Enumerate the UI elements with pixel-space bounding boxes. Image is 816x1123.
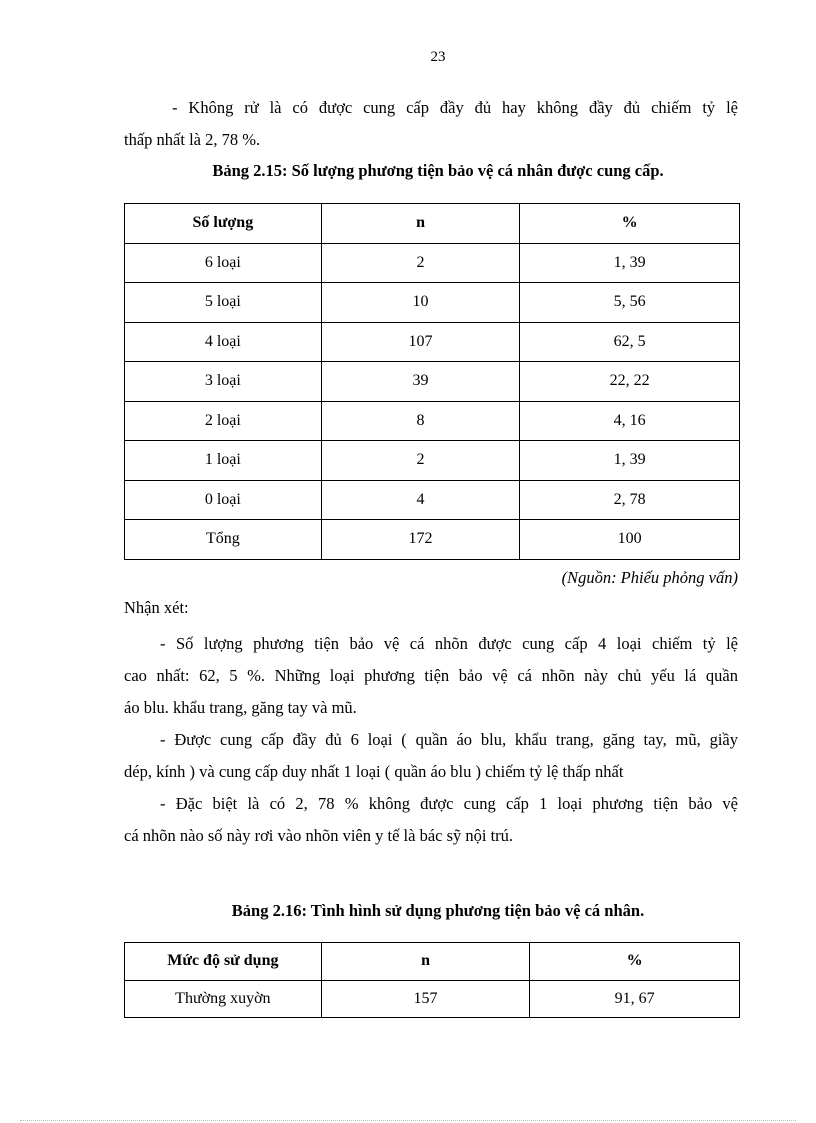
table-cell: 0 loại bbox=[125, 480, 322, 520]
table-cell: 100 bbox=[520, 520, 740, 560]
table-cell: 3 loại bbox=[125, 362, 322, 402]
table-row bbox=[125, 980, 740, 1018]
table1 bbox=[124, 203, 740, 560]
table2-header-cell: n bbox=[321, 943, 530, 981]
table1-header-cell: Số lượng bbox=[125, 204, 322, 244]
table-cell: 1 loại bbox=[125, 441, 322, 481]
table-cell: Tổng bbox=[125, 520, 322, 560]
table-cell: 157 bbox=[321, 980, 530, 1018]
table-cell: 91, 67 bbox=[530, 980, 740, 1018]
intro-line-1: - Không rử là có được cung cấp đầy đủ hay không đầy đủ chiếm tỷ lệ bbox=[172, 98, 738, 117]
intro-paragraph bbox=[124, 92, 738, 156]
table2-caption: Bảng 2.16: Tình hình sử dụng phương tiện bảo vệ cá nhân. bbox=[231, 901, 645, 920]
table-cell: 4, 16 bbox=[520, 401, 740, 441]
table1-header-row bbox=[125, 204, 740, 244]
table-row bbox=[125, 283, 740, 323]
table-row bbox=[125, 322, 740, 362]
table-row bbox=[125, 441, 740, 481]
remark-line: dép, kính ) và cung cấp duy nhất 1 loại ( quần áo blu ) chiếm tỷ lệ thấp nhất bbox=[124, 762, 624, 781]
table2-header-cell: % bbox=[530, 943, 740, 981]
remark-line: - Đặc biệt là có 2, 78 % không được cung cấp 1 loại phương tiện bảo vệ bbox=[160, 794, 738, 813]
table-cell: 4 loại bbox=[125, 322, 322, 362]
table2 bbox=[124, 942, 740, 1018]
table-cell: 1, 39 bbox=[520, 441, 740, 481]
remark-line: cá nhõn nào số này rơi vào nhõn viên y tế là bác sỹ nội trú. bbox=[124, 826, 514, 845]
table-cell: 5, 56 bbox=[520, 283, 740, 323]
table-row bbox=[125, 243, 740, 283]
remarks-label: Nhận xét: bbox=[124, 598, 189, 617]
remark-bullet-3 bbox=[124, 788, 738, 852]
table-cell: 2 loại bbox=[125, 401, 322, 441]
table-cell: 2, 78 bbox=[520, 480, 740, 520]
table2-header-cell: Mức độ sử dụng bbox=[125, 943, 322, 981]
remark-line: cao nhất: 62, 5 %. Những loại phương tiện bảo vệ cá nhõn này chủ yếu lá quần bbox=[124, 666, 738, 685]
table2-header-row bbox=[125, 943, 740, 981]
remark-bullet-1 bbox=[124, 628, 738, 724]
table-cell: 2 bbox=[321, 441, 520, 481]
table-row bbox=[125, 362, 740, 402]
table-cell: 1, 39 bbox=[520, 243, 740, 283]
table1-header-cell: n bbox=[321, 204, 520, 244]
table1-source: (Nguồn: Phiếu phỏng vấn) bbox=[561, 568, 738, 587]
table-row-total bbox=[125, 520, 740, 560]
table-cell: 172 bbox=[321, 520, 520, 560]
remark-bullet-2 bbox=[124, 724, 738, 788]
table-cell: 5 loại bbox=[125, 283, 322, 323]
table-cell: 8 bbox=[321, 401, 520, 441]
remark-line: - Số lượng phương tiện bảo vệ cá nhõn được cung cấp 4 loại chiếm tỷ lệ bbox=[160, 634, 738, 653]
remark-line: áo blu. khẩu trang, găng tay và mũ. bbox=[124, 698, 357, 717]
page-bottom-divider bbox=[20, 1120, 796, 1121]
table1-header-cell: % bbox=[520, 204, 740, 244]
page-number: 23 bbox=[430, 49, 446, 65]
table-cell: 6 loại bbox=[125, 243, 322, 283]
table-cell: 22, 22 bbox=[520, 362, 740, 402]
table-cell: 107 bbox=[321, 322, 520, 362]
table-cell: 4 bbox=[321, 480, 520, 520]
table-cell: Thường xuyờn bbox=[125, 980, 322, 1018]
table-row bbox=[125, 480, 740, 520]
table1-caption: Bảng 2.15: Số lượng phương tiện bảo vệ cá nhân được cung cấp. bbox=[212, 161, 664, 180]
table-row bbox=[125, 401, 740, 441]
intro-line-2: thấp nhất là 2, 78 %. bbox=[124, 130, 261, 149]
table-cell: 2 bbox=[321, 243, 520, 283]
table-cell: 62, 5 bbox=[520, 322, 740, 362]
table-cell: 10 bbox=[321, 283, 520, 323]
remark-line: - Được cung cấp đầy đủ 6 loại ( quần áo blu, khẩu trang, găng tay, mũ, giầy bbox=[160, 730, 738, 749]
table-cell: 39 bbox=[321, 362, 520, 402]
